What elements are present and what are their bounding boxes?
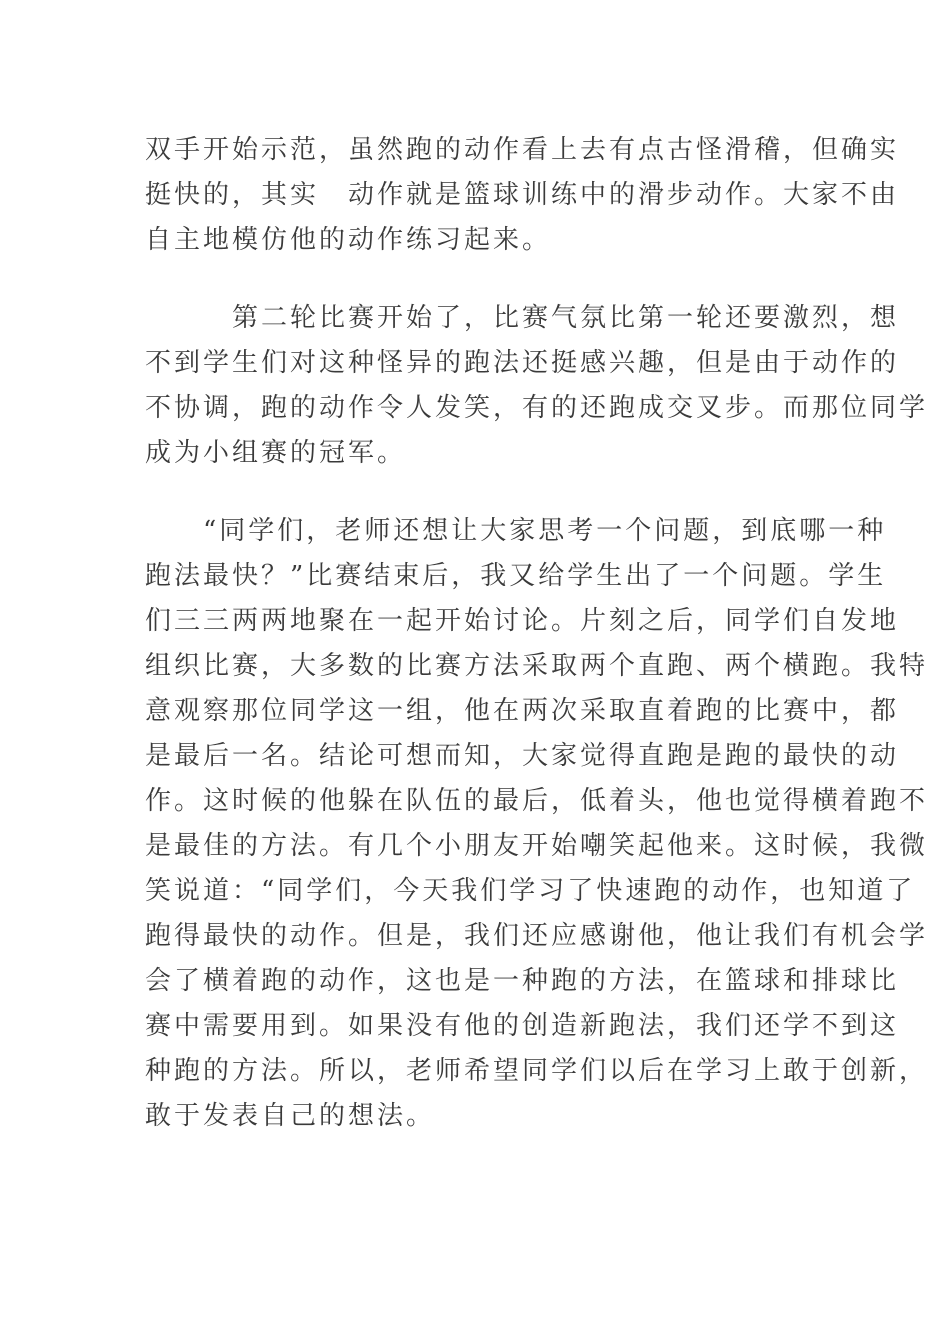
text-line: 双手开始示范，虽然跑的动作看上去有点古怪滑稽，但确实 <box>145 135 900 165</box>
paragraph-3 <box>145 509 929 1139</box>
paragraph-spacer <box>145 476 810 509</box>
text-line: 作。这时候的他躲在队伍的最后，低着头，他也觉得横着跑不 <box>145 786 929 816</box>
text-line: 跑法最快？”比赛结束后，我又给学生出了一个问题。学生 <box>145 561 887 591</box>
text-line: 赛中需要用到。如果没有他的创造新跑法，我们还学不到这 <box>145 1011 900 1041</box>
text-line: 挺快的，其实 动作就是篮球训练中的滑步动作。大家不由 <box>145 180 900 210</box>
text-line: 跑得最快的动作。但是，我们还应感谢他，他让我们有机会学 <box>145 921 929 951</box>
paragraph-1 <box>145 128 900 263</box>
text-line: 种跑的方法。所以，老师希望同学们以后在学习上敢于创新， <box>145 1056 929 1086</box>
text-line: 是最后一名。结论可想而知，大家觉得直跑是跑的最快的动 <box>145 741 900 771</box>
text-line: 组织比赛，大多数的比赛方法采取两个直跑、两个横跑。我特 <box>145 651 929 681</box>
text-line: 意观察那位同学这一组，他在两次采取直着跑的比赛中，都 <box>145 696 900 726</box>
paragraph-spacer <box>145 263 810 296</box>
text-line: 是最佳的方法。有几个小朋友开始嘲笑起他来。这时候，我微 <box>145 831 929 861</box>
text-line: 不到学生们对这种怪异的跑法还挺感兴趣，但是由于动作的 <box>145 348 900 378</box>
text-line: 们三三两两地聚在一起开始讨论。片刻之后，同学们自发地 <box>145 606 900 636</box>
paragraph-2 <box>145 296 929 476</box>
text-line: 第二轮比赛开始了，比赛气氛比第一轮还要激烈，想 <box>145 303 900 333</box>
text-line: 不协调，跑的动作令人发笑，有的还跑成交叉步。而那位同学 <box>145 393 929 423</box>
text-line: 笑说道：“同学们，今天我们学习了快速跑的动作，也知道了 <box>145 876 916 906</box>
document-body <box>145 128 929 1139</box>
text-line: 自主地模仿他的动作练习起来。 <box>145 225 552 255</box>
text-line: 成为小组赛的冠军。 <box>145 438 407 468</box>
text-line: “同学们，老师还想让大家思考一个问题，到底哪一种 <box>145 516 887 546</box>
text-line: 敢于发表自己的想法。 <box>145 1101 436 1131</box>
text-line: 会了横着跑的动作，这也是一种跑的方法，在篮球和排球比 <box>145 966 900 996</box>
